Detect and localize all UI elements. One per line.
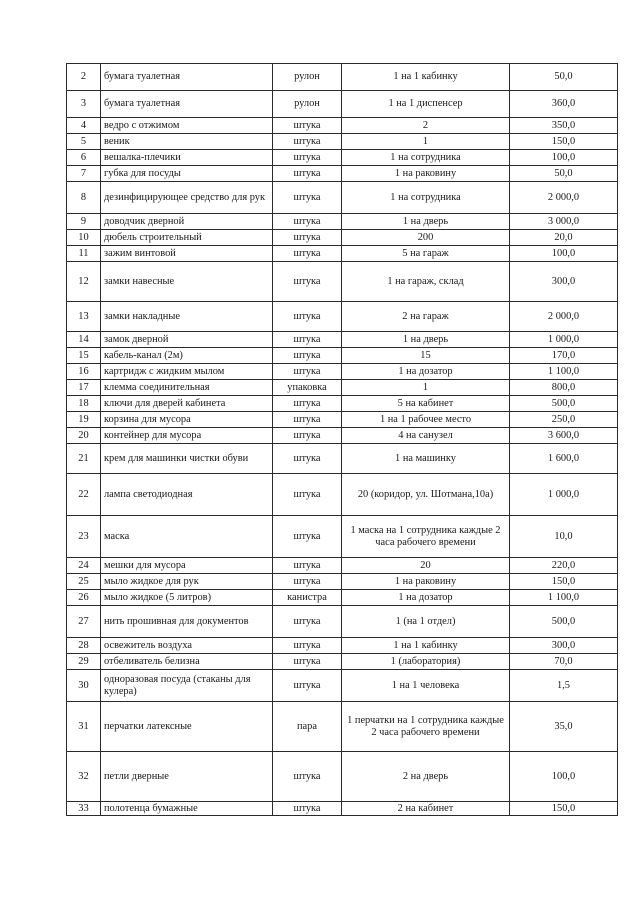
- unit-of-measure-cell: упаковка: [273, 380, 342, 396]
- unit-price-cell: 1 000,0: [510, 332, 618, 348]
- unit-price-cell: 2 000,0: [510, 302, 618, 332]
- unit-of-measure-cell: канистра: [273, 590, 342, 606]
- item-name-cell: корзина для мусора: [101, 412, 273, 428]
- row-number-cell: 10: [67, 230, 101, 246]
- item-name-cell: доводчик дверной: [101, 214, 273, 230]
- unit-of-measure-cell: штука: [273, 302, 342, 332]
- quantity-norm-cell: 200: [342, 230, 510, 246]
- row-number-cell: 9: [67, 214, 101, 230]
- row-number-cell: 28: [67, 638, 101, 654]
- row-number-cell: 21: [67, 444, 101, 474]
- row-number-cell: 26: [67, 590, 101, 606]
- table-row: [67, 444, 618, 474]
- table-row: [67, 670, 618, 702]
- item-name-cell: полотенца бумажные: [101, 802, 273, 816]
- item-name-cell: кабель-канал (2м): [101, 348, 273, 364]
- table-row: [67, 246, 618, 262]
- quantity-norm-cell: 1 (лаборатория): [342, 654, 510, 670]
- item-name-cell: мыло жидкое для рук: [101, 574, 273, 590]
- unit-price-cell: 2 000,0: [510, 182, 618, 214]
- unit-price-cell: 350,0: [510, 118, 618, 134]
- item-name-cell: лампа светодиодная: [101, 474, 273, 516]
- unit-of-measure-cell: штука: [273, 332, 342, 348]
- item-name-cell: ведро с отжимом: [101, 118, 273, 134]
- row-number-cell: 18: [67, 396, 101, 412]
- unit-price-cell: 1 000,0: [510, 474, 618, 516]
- table-row: [67, 474, 618, 516]
- quantity-norm-cell: 1 на гараж, склад: [342, 262, 510, 302]
- unit-of-measure-cell: штука: [273, 606, 342, 638]
- table-row: [67, 574, 618, 590]
- unit-price-cell: 50,0: [510, 64, 618, 91]
- unit-price-cell: 170,0: [510, 348, 618, 364]
- unit-price-cell: 100,0: [510, 246, 618, 262]
- quantity-norm-cell: 2: [342, 118, 510, 134]
- table-row: [67, 558, 618, 574]
- table-row: [67, 606, 618, 638]
- table-row: [67, 262, 618, 302]
- table-row: [67, 590, 618, 606]
- quantity-norm-cell: 15: [342, 348, 510, 364]
- quantity-norm-cell: 20 (коридор, ул. Шотмана,10а): [342, 474, 510, 516]
- quantity-norm-cell: 1 на раковину: [342, 166, 510, 182]
- quantity-norm-cell: 1 на 1 кабинку: [342, 64, 510, 91]
- row-number-cell: 30: [67, 670, 101, 702]
- item-name-cell: бумага туалетная: [101, 91, 273, 118]
- row-number-cell: 11: [67, 246, 101, 262]
- item-name-cell: мыло жидкое (5 литров): [101, 590, 273, 606]
- table-row: [67, 802, 618, 816]
- row-number-cell: 12: [67, 262, 101, 302]
- item-name-cell: ключи для дверей кабинета: [101, 396, 273, 412]
- unit-of-measure-cell: штука: [273, 638, 342, 654]
- table-row: [67, 428, 618, 444]
- item-name-cell: вешалка-плечики: [101, 150, 273, 166]
- quantity-norm-cell: 1: [342, 380, 510, 396]
- item-name-cell: зажим винтовой: [101, 246, 273, 262]
- unit-price-cell: 100,0: [510, 752, 618, 802]
- table-row: [67, 348, 618, 364]
- unit-price-cell: 150,0: [510, 802, 618, 816]
- table-row: [67, 182, 618, 214]
- table-row: [67, 214, 618, 230]
- table-row: [67, 752, 618, 802]
- unit-price-cell: 3 600,0: [510, 428, 618, 444]
- row-number-cell: 13: [67, 302, 101, 332]
- quantity-norm-cell: 1 перчатки на 1 сотрудника каждые 2 часа рабочего времени: [342, 702, 510, 752]
- quantity-norm-cell: 1 на дозатор: [342, 364, 510, 380]
- unit-price-cell: 3 000,0: [510, 214, 618, 230]
- unit-of-measure-cell: штука: [273, 558, 342, 574]
- unit-of-measure-cell: штука: [273, 230, 342, 246]
- quantity-norm-cell: 1 на 1 диспенсер: [342, 91, 510, 118]
- quantity-norm-cell: 20: [342, 558, 510, 574]
- unit-price-cell: 250,0: [510, 412, 618, 428]
- unit-of-measure-cell: штука: [273, 134, 342, 150]
- quantity-norm-cell: 1 на дверь: [342, 332, 510, 348]
- quantity-norm-cell: 5 на кабинет: [342, 396, 510, 412]
- row-number-cell: 19: [67, 412, 101, 428]
- item-name-cell: отбеливатель белизна: [101, 654, 273, 670]
- unit-price-cell: 50,0: [510, 166, 618, 182]
- quantity-norm-cell: 1 на 1 человека: [342, 670, 510, 702]
- unit-of-measure-cell: штука: [273, 752, 342, 802]
- unit-of-measure-cell: штука: [273, 670, 342, 702]
- row-number-cell: 16: [67, 364, 101, 380]
- quantity-norm-cell: 2 на кабинет: [342, 802, 510, 816]
- item-name-cell: маска: [101, 516, 273, 558]
- unit-of-measure-cell: штука: [273, 150, 342, 166]
- unit-price-cell: 1 100,0: [510, 590, 618, 606]
- item-name-cell: контейнер для мусора: [101, 428, 273, 444]
- unit-price-cell: 500,0: [510, 396, 618, 412]
- quantity-norm-cell: 1 на сотрудника: [342, 150, 510, 166]
- row-number-cell: 5: [67, 134, 101, 150]
- table-row: [67, 380, 618, 396]
- unit-of-measure-cell: штука: [273, 428, 342, 444]
- row-number-cell: 31: [67, 702, 101, 752]
- row-number-cell: 27: [67, 606, 101, 638]
- unit-of-measure-cell: штука: [273, 444, 342, 474]
- item-name-cell: бумага туалетная: [101, 64, 273, 91]
- row-number-cell: 3: [67, 91, 101, 118]
- quantity-norm-cell: 1 (на 1 отдел): [342, 606, 510, 638]
- unit-of-measure-cell: рулон: [273, 91, 342, 118]
- table-row: [67, 364, 618, 380]
- unit-of-measure-cell: штука: [273, 412, 342, 428]
- row-number-cell: 33: [67, 802, 101, 816]
- unit-of-measure-cell: штука: [273, 166, 342, 182]
- quantity-norm-cell: 1 на раковину: [342, 574, 510, 590]
- table-row: [67, 91, 618, 118]
- quantity-norm-cell: 2 на дверь: [342, 752, 510, 802]
- item-name-cell: одноразовая посуда (стаканы для кулера): [101, 670, 273, 702]
- unit-of-measure-cell: штука: [273, 246, 342, 262]
- row-number-cell: 6: [67, 150, 101, 166]
- item-name-cell: картридж с жидким мылом: [101, 364, 273, 380]
- table-row: [67, 166, 618, 182]
- unit-price-cell: 70,0: [510, 654, 618, 670]
- item-name-cell: клемма соединительная: [101, 380, 273, 396]
- table-row: [67, 134, 618, 150]
- unit-of-measure-cell: штука: [273, 802, 342, 816]
- item-name-cell: губка для посуды: [101, 166, 273, 182]
- item-name-cell: освежитель воздуха: [101, 638, 273, 654]
- item-name-cell: крем для машинки чистки обуви: [101, 444, 273, 474]
- row-number-cell: 23: [67, 516, 101, 558]
- item-name-cell: нить прошивная для документов: [101, 606, 273, 638]
- unit-price-cell: 1 600,0: [510, 444, 618, 474]
- row-number-cell: 24: [67, 558, 101, 574]
- unit-of-measure-cell: штука: [273, 574, 342, 590]
- item-name-cell: дезинфицирующее средство для рук: [101, 182, 273, 214]
- table-row: [67, 230, 618, 246]
- unit-price-cell: 100,0: [510, 150, 618, 166]
- row-number-cell: 25: [67, 574, 101, 590]
- unit-price-cell: 360,0: [510, 91, 618, 118]
- table-row: [67, 412, 618, 428]
- table-row: [67, 332, 618, 348]
- unit-price-cell: 150,0: [510, 134, 618, 150]
- unit-price-cell: 1,5: [510, 670, 618, 702]
- item-name-cell: замки навесные: [101, 262, 273, 302]
- unit-price-cell: 500,0: [510, 606, 618, 638]
- quantity-norm-cell: 2 на гараж: [342, 302, 510, 332]
- table-row: [67, 64, 618, 91]
- unit-price-cell: 1 100,0: [510, 364, 618, 380]
- quantity-norm-cell: 1 на 1 кабинку: [342, 638, 510, 654]
- unit-of-measure-cell: рулон: [273, 64, 342, 91]
- item-name-cell: веник: [101, 134, 273, 150]
- row-number-cell: 20: [67, 428, 101, 444]
- row-number-cell: 29: [67, 654, 101, 670]
- unit-price-cell: 20,0: [510, 230, 618, 246]
- table-row: [67, 396, 618, 412]
- table-row: [67, 702, 618, 752]
- unit-of-measure-cell: штука: [273, 474, 342, 516]
- row-number-cell: 2: [67, 64, 101, 91]
- unit-of-measure-cell: штука: [273, 516, 342, 558]
- quantity-norm-cell: 1 на дозатор: [342, 590, 510, 606]
- row-number-cell: 14: [67, 332, 101, 348]
- row-number-cell: 4: [67, 118, 101, 134]
- item-name-cell: замки накладные: [101, 302, 273, 332]
- unit-price-cell: 35,0: [510, 702, 618, 752]
- unit-of-measure-cell: штука: [273, 348, 342, 364]
- unit-of-measure-cell: пара: [273, 702, 342, 752]
- quantity-norm-cell: 1 на машинку: [342, 444, 510, 474]
- item-name-cell: петли дверные: [101, 752, 273, 802]
- quantity-norm-cell: 1 маска на 1 сотрудника каждые 2 часа рабочего времени: [342, 516, 510, 558]
- quantity-norm-cell: 5 на гараж: [342, 246, 510, 262]
- unit-of-measure-cell: штука: [273, 262, 342, 302]
- unit-of-measure-cell: штука: [273, 364, 342, 380]
- unit-price-cell: 10,0: [510, 516, 618, 558]
- unit-price-cell: 300,0: [510, 262, 618, 302]
- unit-of-measure-cell: штука: [273, 182, 342, 214]
- row-number-cell: 7: [67, 166, 101, 182]
- row-number-cell: 17: [67, 380, 101, 396]
- unit-of-measure-cell: штука: [273, 396, 342, 412]
- row-number-cell: 22: [67, 474, 101, 516]
- quantity-norm-cell: 1 на дверь: [342, 214, 510, 230]
- item-name-cell: мешки для мусора: [101, 558, 273, 574]
- quantity-norm-cell: 4 на санузел: [342, 428, 510, 444]
- supplies-norms-table: [66, 63, 618, 816]
- row-number-cell: 8: [67, 182, 101, 214]
- item-name-cell: замок дверной: [101, 332, 273, 348]
- quantity-norm-cell: 1: [342, 134, 510, 150]
- unit-of-measure-cell: штука: [273, 214, 342, 230]
- unit-of-measure-cell: штука: [273, 654, 342, 670]
- unit-price-cell: 220,0: [510, 558, 618, 574]
- unit-price-cell: 300,0: [510, 638, 618, 654]
- table-row: [67, 654, 618, 670]
- row-number-cell: 15: [67, 348, 101, 364]
- row-number-cell: 32: [67, 752, 101, 802]
- table-body: [67, 64, 618, 816]
- item-name-cell: перчатки латексные: [101, 702, 273, 752]
- table-row: [67, 118, 618, 134]
- table-row: [67, 516, 618, 558]
- item-name-cell: дюбель строительный: [101, 230, 273, 246]
- unit-price-cell: 150,0: [510, 574, 618, 590]
- unit-price-cell: 800,0: [510, 380, 618, 396]
- unit-of-measure-cell: штука: [273, 118, 342, 134]
- table-row: [67, 638, 618, 654]
- quantity-norm-cell: 1 на сотрудника: [342, 182, 510, 214]
- quantity-norm-cell: 1 на 1 рабочее место: [342, 412, 510, 428]
- table-row: [67, 150, 618, 166]
- table-row: [67, 302, 618, 332]
